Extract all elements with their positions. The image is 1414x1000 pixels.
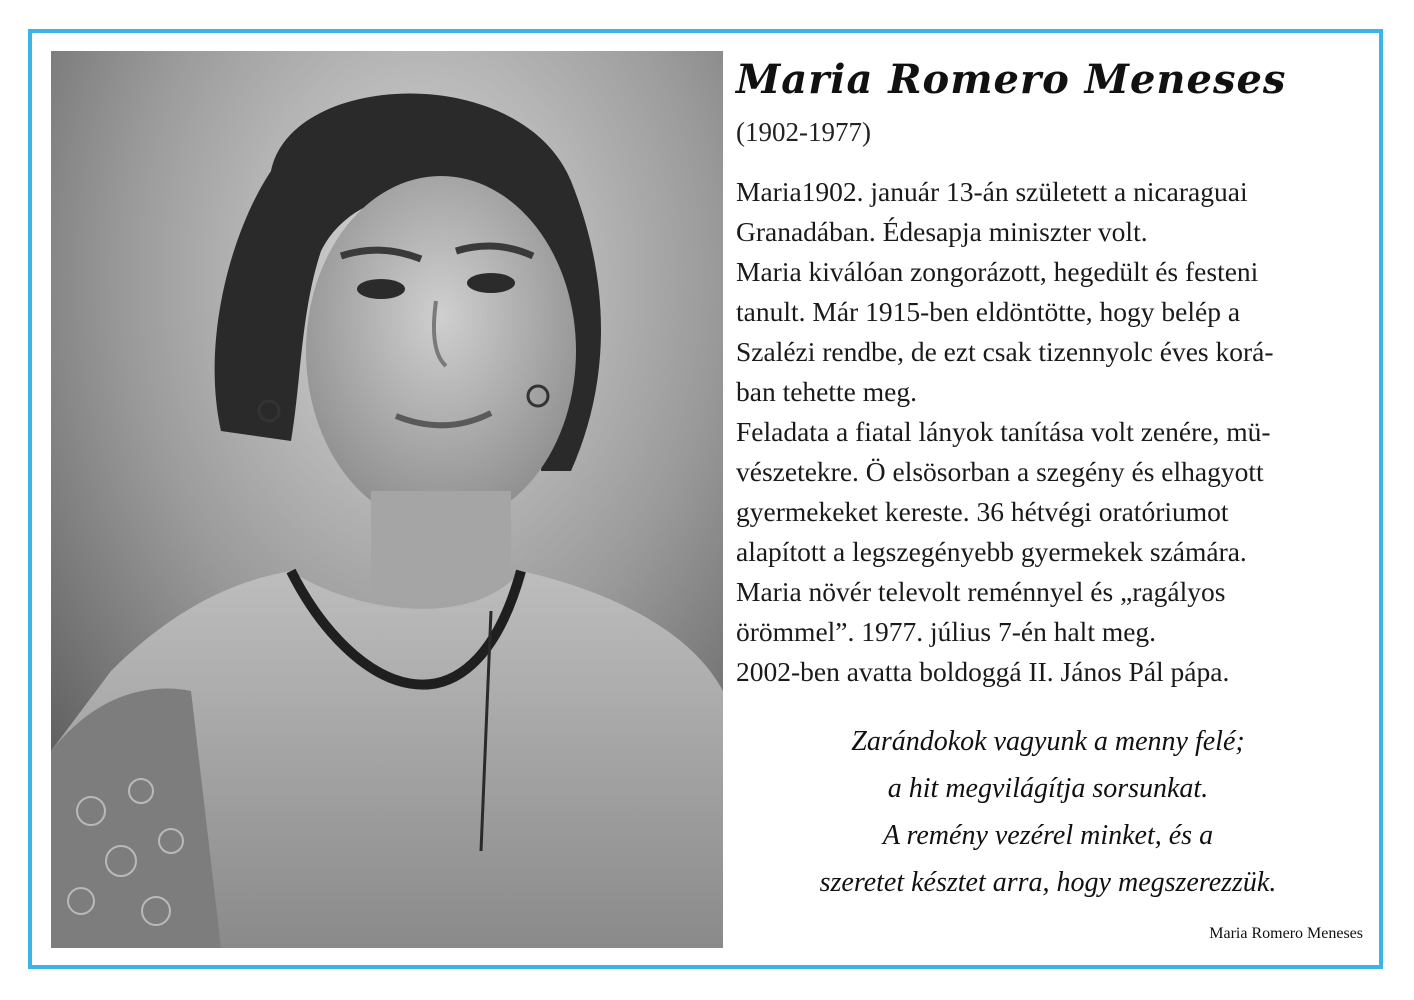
bio-line: Maria kiválóan zongorázott, hegedült és festeni [736,256,1259,287]
portrait-illustration [51,51,723,948]
bio-line: vészetekre. Ö elsösorban a szegény és elhagyott [736,456,1264,487]
bio-line: 2002-ben avatta boldoggá II. János Pál pápa. [736,656,1230,687]
biography-text [736,172,1376,692]
bio-line: örömmel”. 1977. július 7-én halt meg. [736,616,1157,647]
quote-attribution: Maria Romero Meneses [1209,925,1363,942]
bio-line: tanult. Már 1915-ben eldöntötte, hogy belép a [736,296,1241,327]
quote-block [736,718,1360,906]
quote-line: a hit megvilágítja sorsunkat. [887,773,1209,804]
bio-line: Feladata a fiatal lányok tanítása volt zenére, mü- [736,416,1271,447]
bio-line: Szalézi rendbe, de ezt csak tizennyolc éves korá- [736,336,1274,367]
bio-line: alapított a legszegényebb gyermekek számára. [736,536,1247,567]
quote-line: szeretet késztet arra, hogy megszerezzük. [819,867,1277,898]
bio-line: Granadában. Édesapja miniszter volt. [736,216,1148,247]
bio-line: Maria1902. január 13-án született a nicaraguai [736,176,1248,207]
quote-line: A remény vezérel minket, és a [882,820,1214,851]
life-years: (1902-1977) [736,117,871,147]
portrait-photo [51,51,723,948]
bio-line: ban tehette meg. [736,376,917,407]
quote-line: Zarándokok vagyunk a menny felé; [851,726,1245,757]
bio-line: Maria növér televolt reménnyel és „ragályos [736,576,1226,607]
bio-line: gyermekeket kereste. 36 hétvégi oratóriumot [736,496,1229,527]
page-title: Maria Romero Meneses [736,56,1287,103]
